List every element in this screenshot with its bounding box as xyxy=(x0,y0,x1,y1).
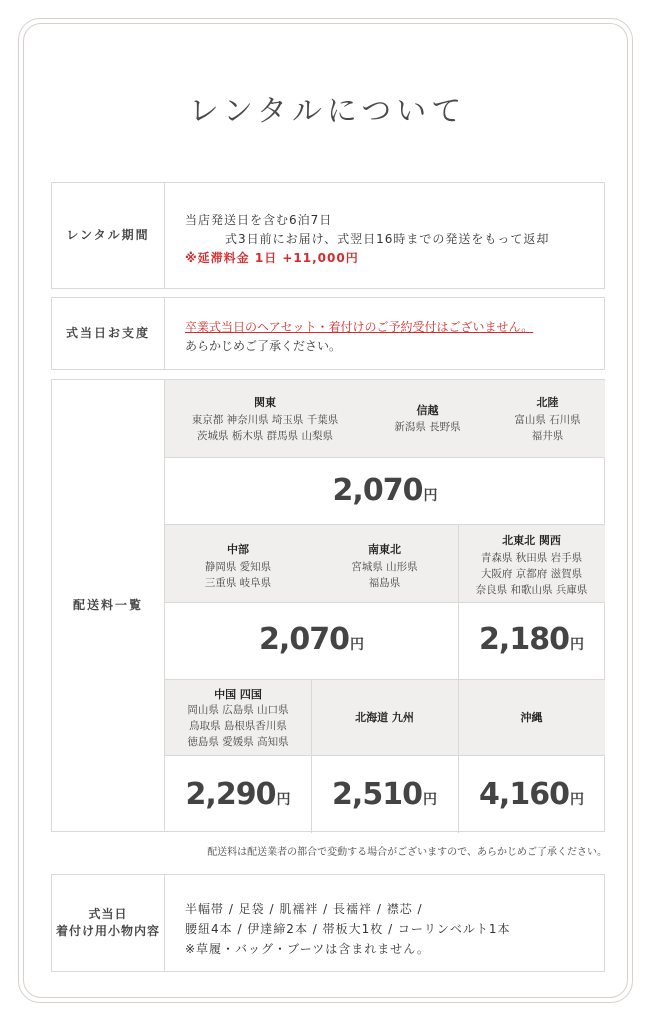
divider xyxy=(165,602,605,603)
price-cell xyxy=(458,755,605,832)
region-prefs: 宮城県 山形県 xyxy=(351,561,418,573)
price-value: 4,160 xyxy=(479,777,569,812)
region-name: 沖縄 xyxy=(520,711,543,724)
region-prefs: 奈良県 和歌山県 兵庫県 xyxy=(475,584,588,596)
price xyxy=(458,622,605,657)
price xyxy=(165,473,605,508)
region-name: 中国 四国 xyxy=(214,688,262,701)
rental-period-body xyxy=(165,183,604,288)
rental-period-section xyxy=(51,182,605,289)
price-value: 2,180 xyxy=(479,622,569,657)
dressing-items-label-line: 着付け用小物内容 xyxy=(55,924,160,938)
region-prefs: 東京都 神奈川県 埼玉県 千葉県 xyxy=(191,414,339,426)
region-prefs: 鳥取県 島根県香川県 xyxy=(189,720,287,732)
divider xyxy=(165,524,605,525)
region-prefs: 茨城県 栃木県 群馬県 山梨県 xyxy=(196,430,333,442)
price-value: 2,290 xyxy=(185,777,276,812)
price xyxy=(165,777,311,812)
region-prefs: 福井県 xyxy=(531,430,564,442)
divider xyxy=(458,679,459,833)
rental-period-label: レンタル期間 xyxy=(52,183,165,288)
region-prefs: 岡山県 広島県 山口県 xyxy=(187,704,289,716)
divider xyxy=(165,679,605,680)
region-hokuriku xyxy=(490,380,605,457)
yen-unit: 円 xyxy=(423,488,438,504)
page-title: レンタルについて xyxy=(188,94,467,129)
late-fee-line: ※延滞料金 1日 +11,000円 xyxy=(185,251,359,265)
yen-unit: 円 xyxy=(276,792,291,808)
shipping-fee-table xyxy=(165,380,604,831)
region-minami-tohoku xyxy=(311,525,458,602)
region-shinetsu xyxy=(365,380,490,457)
price-value: 2,070 xyxy=(332,473,423,508)
shipping-note: 配送料は配送業者の都合で変動する場合がございますので、あらかじめご了承ください。 xyxy=(207,847,607,858)
apology-line: あらかじめご了承ください。 xyxy=(185,339,342,353)
price-cell xyxy=(311,755,458,832)
price xyxy=(458,777,605,812)
region-name: 北海道 九州 xyxy=(355,711,414,724)
dressing-items-section xyxy=(51,874,605,972)
shipping-fee-section xyxy=(51,379,605,832)
region-name: 関東 xyxy=(254,396,276,409)
region-kanto xyxy=(165,380,365,457)
region-name: 信越 xyxy=(416,404,439,417)
region-chugoku-shikoku xyxy=(165,679,311,755)
price-value: 2,070 xyxy=(259,622,349,657)
dressing-items-label-line: 式当日 xyxy=(88,907,128,921)
price xyxy=(311,777,458,812)
ceremony-prep-label: 式当日お支度 xyxy=(52,298,165,369)
region-name: 北陸 xyxy=(536,396,559,409)
region-prefs: 新潟県 長野県 xyxy=(394,421,461,433)
yen-unit: 円 xyxy=(349,637,364,653)
yen-unit: 円 xyxy=(569,792,584,808)
region-prefs: 福島県 xyxy=(368,577,401,589)
ceremony-prep-body xyxy=(165,298,604,369)
region-prefs: 静岡県 愛知県 xyxy=(204,561,272,573)
region-prefs: 大阪府 京都府 滋賀県 xyxy=(480,568,583,580)
region-name: 中部 xyxy=(227,543,249,556)
dressing-items-label xyxy=(52,875,165,971)
divider xyxy=(458,525,459,679)
price xyxy=(165,622,458,657)
region-chubu xyxy=(165,525,311,602)
region-prefs: 富山県 石川県 xyxy=(514,414,581,426)
region-kita-tohoku-kansai xyxy=(458,525,605,602)
region-prefs: 三重県 岐阜県 xyxy=(204,577,272,589)
items-line: 腰紐4本 / 伊達締2本 / 帯板大1枚 / コーリンベルト1本 xyxy=(185,922,511,936)
region-okinawa xyxy=(458,679,605,755)
region-prefs: 青森県 秋田県 岩手県 xyxy=(480,552,583,564)
dressing-items-body xyxy=(165,875,604,971)
no-reservation-notice: 卒業式当日のヘアセット・着付けのご予約受付はございません。 xyxy=(185,320,534,334)
items-line: 半幅帯 / 足袋 / 肌襦袢 / 長襦袢 / 襟芯 / xyxy=(185,902,423,916)
region-name: 北東北 関西 xyxy=(502,534,561,547)
yen-unit: 円 xyxy=(569,637,584,653)
yen-unit: 円 xyxy=(422,792,437,808)
items-excluded-note: ※草履・バッグ・ブーツは含まれません。 xyxy=(185,942,430,956)
price-cell xyxy=(165,602,458,679)
ceremony-prep-section xyxy=(51,297,605,370)
region-prefs: 徳島県 愛媛県 高知県 xyxy=(187,736,289,748)
shipping-fee-label: 配送料一覧 xyxy=(52,380,165,831)
rental-return-line: 式3日前にお届け、式翌日16時までの発送をもって返却 xyxy=(225,232,550,246)
region-hokkaido-kyushu xyxy=(311,679,458,755)
region-name: 南東北 xyxy=(368,543,401,556)
price-value: 2,510 xyxy=(332,777,422,812)
divider xyxy=(165,457,605,458)
divider xyxy=(311,679,312,833)
divider xyxy=(165,755,605,756)
rental-period-line: 当店発送日を含む6泊7日 xyxy=(185,213,333,227)
price-cell xyxy=(165,755,311,832)
price-cell xyxy=(165,457,605,524)
price-cell xyxy=(458,602,605,679)
